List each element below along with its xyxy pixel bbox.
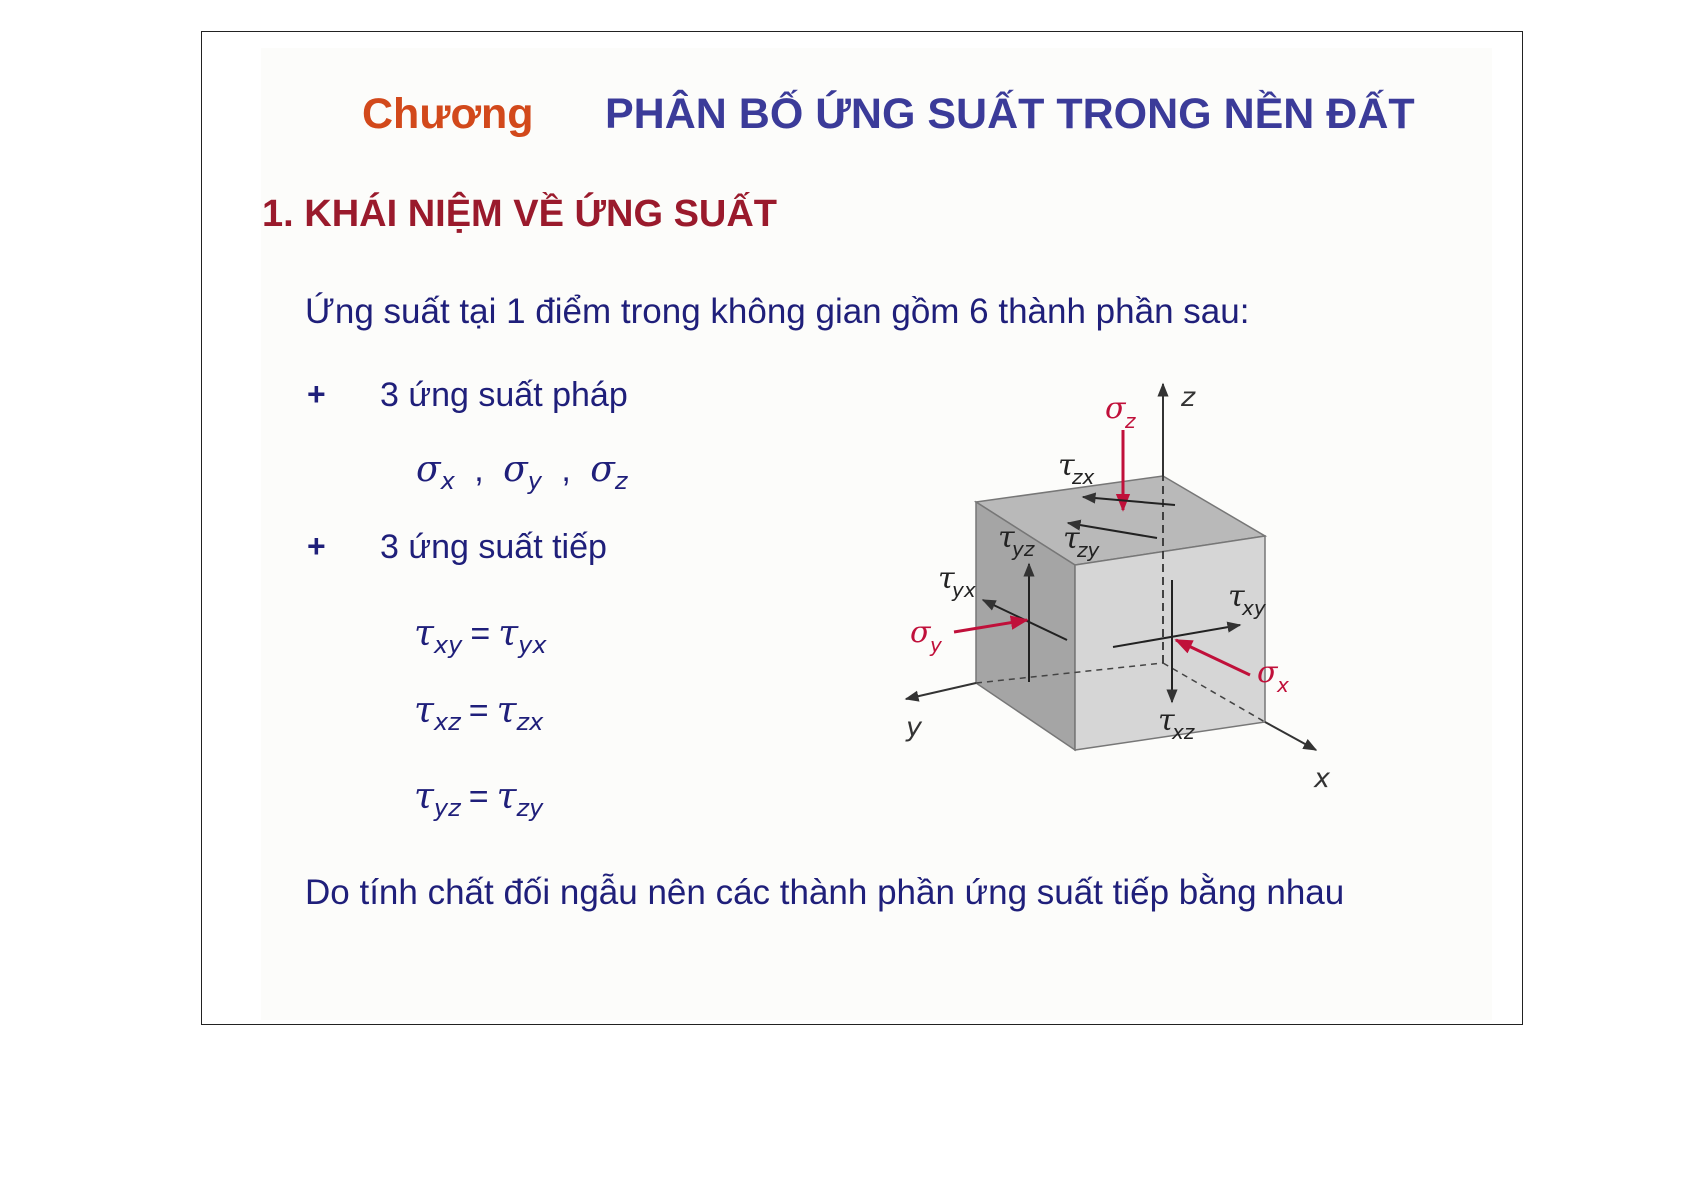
sub: xz bbox=[433, 708, 461, 736]
tau-symbol: τ bbox=[496, 776, 517, 817]
plus-icon: + bbox=[307, 528, 326, 564]
separator: , bbox=[561, 451, 571, 489]
sub: zx bbox=[516, 708, 544, 736]
sub: zy bbox=[516, 794, 544, 822]
svg-text:zx: zx bbox=[1072, 465, 1095, 489]
svg-text:σ: σ bbox=[1105, 391, 1126, 426]
sigma-symbol: σ bbox=[590, 449, 615, 490]
svg-text:yx: yx bbox=[952, 578, 976, 602]
equals-sign: = bbox=[468, 692, 489, 730]
label-tau-zx bbox=[1058, 448, 1094, 489]
tau-symbol: τ bbox=[498, 613, 519, 654]
sigma-symbol: σ bbox=[416, 449, 441, 490]
svg-text:z: z bbox=[1125, 409, 1136, 433]
sub: xy bbox=[433, 631, 463, 659]
sub: yx bbox=[518, 631, 547, 659]
bullet-label: 3 ứng suất tiếp bbox=[380, 528, 607, 566]
tau-symbol: τ bbox=[414, 613, 434, 654]
svg-text:xy: xy bbox=[1242, 596, 1266, 620]
sub: yz bbox=[433, 794, 461, 822]
z-axis-label: z bbox=[1181, 382, 1196, 413]
label-sigma-z bbox=[1105, 391, 1136, 433]
chapter-title: PHÂN BỐ ỨNG SUẤT TRONG NỀN ĐẤT bbox=[605, 90, 1415, 138]
x-axis bbox=[1265, 722, 1316, 750]
intro-text: Ứng suất tại 1 điểm trong không gian gồm 6 thành phần sau: bbox=[305, 292, 1250, 331]
separator: , bbox=[474, 451, 484, 489]
svg-text:τ: τ bbox=[998, 520, 1015, 555]
svg-text:zy: zy bbox=[1077, 538, 1100, 562]
bullet-label: 3 ứng suất pháp bbox=[380, 376, 628, 414]
tau-symbol: τ bbox=[414, 690, 434, 731]
tau-symbol: τ bbox=[496, 690, 517, 731]
svg-text:τ: τ bbox=[1063, 521, 1080, 556]
section-heading: 1. KHÁI NIỆM VỀ ỨNG SUẤT bbox=[262, 193, 778, 235]
chapter-label: Chương bbox=[362, 90, 534, 138]
sub-z: z bbox=[614, 467, 628, 495]
svg-text:xz: xz bbox=[1172, 720, 1195, 744]
svg-text:y: y bbox=[930, 633, 942, 657]
sub-x: x bbox=[440, 467, 455, 495]
conclusion-text: Do tính chất đối ngẫu nên các thành phần ứng suất tiếp bằng nhau bbox=[305, 873, 1345, 912]
y-axis bbox=[906, 683, 976, 699]
label-tau-yx bbox=[938, 561, 976, 602]
svg-text:σ: σ bbox=[1257, 655, 1278, 690]
sub-y: y bbox=[527, 467, 542, 495]
equals-sign: = bbox=[470, 615, 491, 653]
tau-symbol: τ bbox=[414, 776, 434, 817]
y-axis-label: y bbox=[906, 712, 922, 743]
svg-text:x: x bbox=[1277, 673, 1289, 697]
svg-text:τ: τ bbox=[1158, 703, 1175, 738]
svg-text:τ: τ bbox=[1058, 448, 1075, 483]
sigma-symbol: σ bbox=[503, 449, 528, 490]
equals-sign: = bbox=[468, 778, 489, 816]
svg-text:σ: σ bbox=[910, 615, 931, 650]
plus-icon: + bbox=[307, 376, 326, 412]
x-axis-label: x bbox=[1314, 763, 1330, 794]
svg-text:τ: τ bbox=[1228, 579, 1245, 614]
label-sigma-y bbox=[910, 615, 943, 657]
svg-text:τ: τ bbox=[938, 561, 955, 596]
svg-text:yz: yz bbox=[1012, 537, 1035, 561]
